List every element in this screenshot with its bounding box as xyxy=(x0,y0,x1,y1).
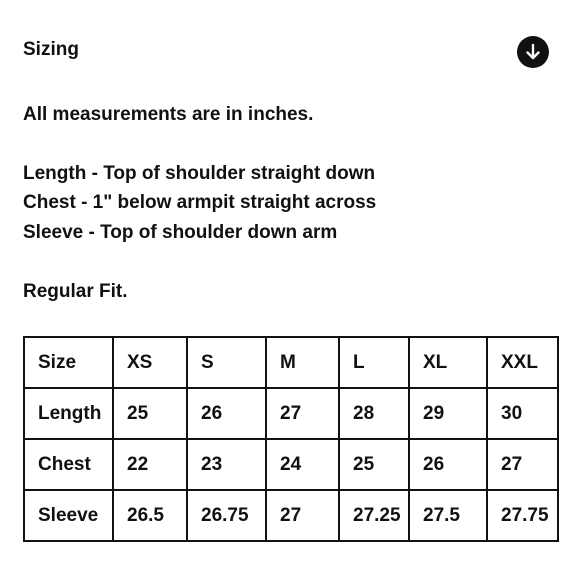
chest-definition: Chest - 1" below armpit straight across xyxy=(23,192,377,213)
header-cell: XL xyxy=(409,337,487,388)
table-cell: 27.25 xyxy=(339,490,409,541)
table-cell: 27 xyxy=(487,439,558,490)
table-cell: 22 xyxy=(113,439,187,490)
table-row xyxy=(24,388,558,439)
table-cell: 24 xyxy=(266,439,339,490)
length-definition: Length - Top of shoulder straight down xyxy=(23,163,376,184)
arrow-down-circle-icon xyxy=(523,42,543,62)
table-cell: 23 xyxy=(187,439,266,490)
table-cell: 25 xyxy=(339,439,409,490)
header-cell: XXL xyxy=(487,337,558,388)
header-cell: Size xyxy=(24,337,113,388)
table-cell: 26 xyxy=(409,439,487,490)
table-cell: 29 xyxy=(409,388,487,439)
section-title: Sizing xyxy=(23,39,79,60)
table-header-row xyxy=(24,337,558,388)
table-cell: 26.75 xyxy=(187,490,266,541)
fit-note: Regular Fit. xyxy=(23,281,128,302)
table-cell: 26.5 xyxy=(113,490,187,541)
row-label: Chest xyxy=(24,439,113,490)
header-cell: L xyxy=(339,337,409,388)
row-label: Sleeve xyxy=(24,490,113,541)
table-cell: 25 xyxy=(113,388,187,439)
measurement-unit-note: All measurements are in inches. xyxy=(23,104,314,125)
header-cell: S xyxy=(187,337,266,388)
table-cell: 30 xyxy=(487,388,558,439)
table-row xyxy=(24,490,558,541)
table-cell: 28 xyxy=(339,388,409,439)
table-row xyxy=(24,439,558,490)
table-cell: 27.75 xyxy=(487,490,558,541)
table-cell: 27.5 xyxy=(409,490,487,541)
table-cell: 26 xyxy=(187,388,266,439)
header-cell: M xyxy=(266,337,339,388)
size-chart-table xyxy=(23,336,559,542)
table-cell: 27 xyxy=(266,490,339,541)
sleeve-definition: Sleeve - Top of shoulder down arm xyxy=(23,222,338,243)
expand-toggle-button[interactable] xyxy=(517,36,549,68)
table-cell: 27 xyxy=(266,388,339,439)
row-label: Length xyxy=(24,388,113,439)
header-cell: XS xyxy=(113,337,187,388)
